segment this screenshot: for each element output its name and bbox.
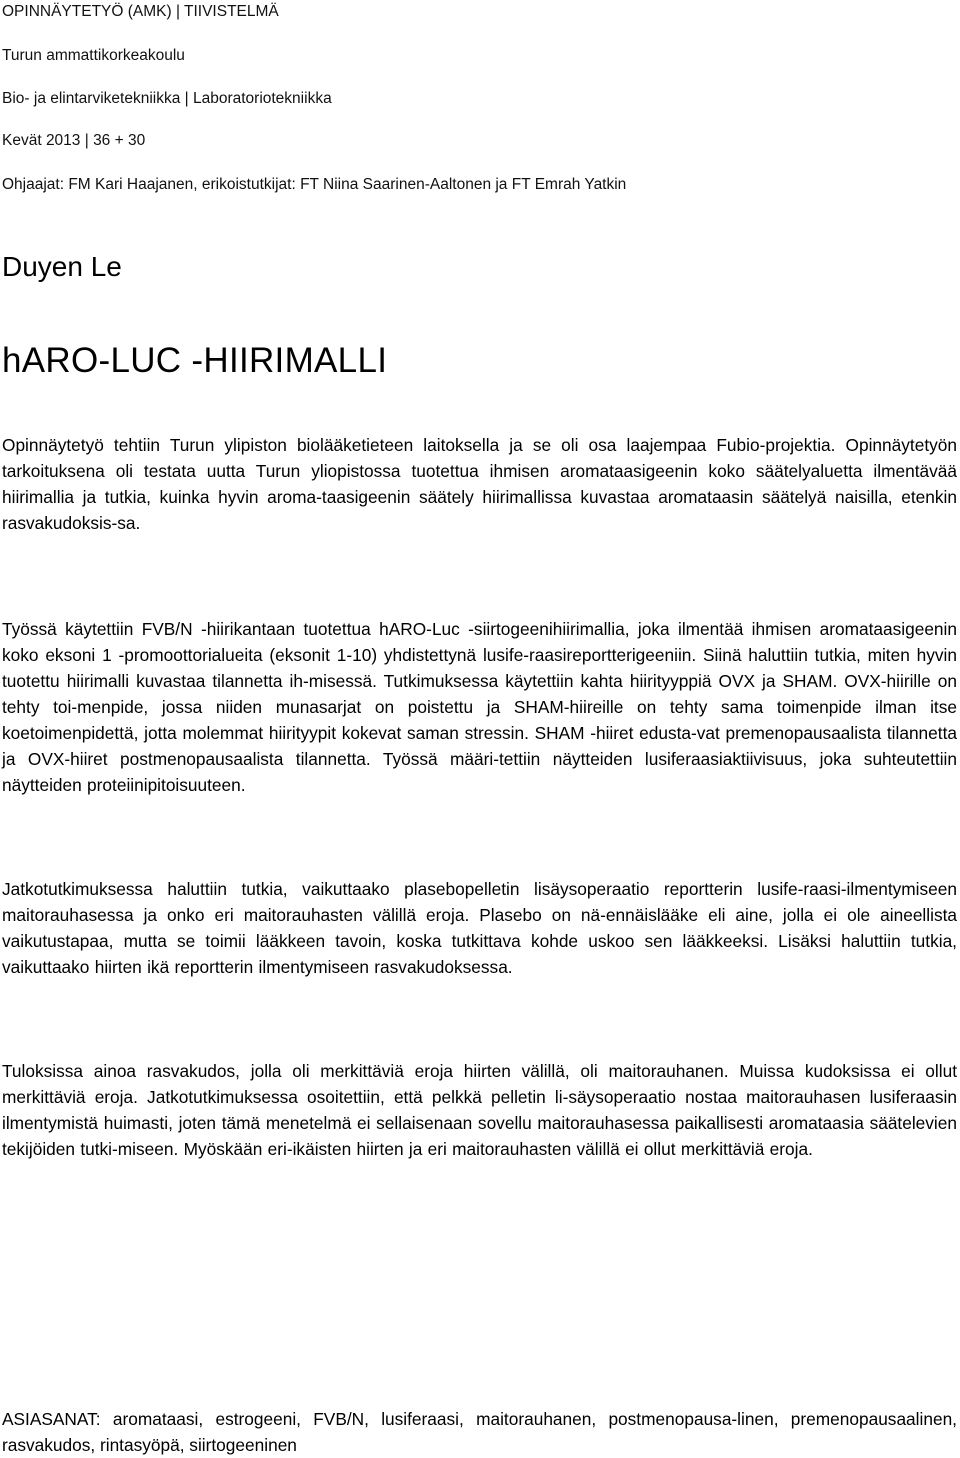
author-name: Duyen Le: [2, 251, 122, 282]
institution: Turun ammattikorkeakoulu: [2, 47, 185, 64]
abstract-paragraph-4: Tuloksissa ainoa rasvakudos, jolla oli merkittäviä eroja hiirten välillä, oli maitorauhanen. Muissa kudoksissa ei ollut merkittäviä eroja. Jatkotutkimuksessa osoitettiin, että pelkkä pelletin li-säysoperaatio nostaa maitorauhasen lusiferaasin ilmentymistä huimasti, joten tämä menetelmä ei sellaisenaan sovellu maitorauhasessa paikallisesti aromataasia säätelevien tekijöiden tutki-miseen. Myöskään eri-ikäisten hiirten ja eri maitorauhasten välillä ei ollut merkittäviä eroja.: [2, 1061, 957, 1159]
supervisors: Ohjaajat: FM Kari Haajanen, erikoistutkijat: FT Niina Saarinen-Aaltonen ja FT Emrah Yatkin: [2, 176, 627, 193]
abstract-paragraph-3: Jatkotutkimuksessa haluttiin tutkia, vaikuttaako plasebopelletin lisäysoperaatio reportterin lusife-raasi-ilmentymiseen maitorauhasessa ja onko eri maitorauhasten välillä eroja. Plasebo on nä-ennäislääke eli aine, jolla ei ole aineellista vaikutustapaa, mutta se toimii lääkkeen tavoin, koska tutkittava kohde uskoo sen lääkkeeksi. Lisäksi haluttiin tutkia, vaikuttaako hiirten ikä reportterin ilmentymiseen rasvakudoksessa.: [2, 879, 957, 977]
degree-program: Bio- ja elintarviketekniikka | Laboratoriotekniikka: [2, 90, 332, 107]
keywords: [2, 1406, 957, 1458]
keywords-label: ASIASANAT:: [2, 1409, 101, 1429]
keywords-list: aromataasi, estrogeeni, FVB/N, lusiferaasi, maitorauhanen, postmenopausa-linen, premenopausaalinen, rasvakudos, rintasyöpä, siirtogeeninen: [2, 1409, 957, 1455]
abstract-paragraph-1: Opinnäytetyö tehtiin Turun ylipiston biolääketieteen laitoksella ja se oli osa laajempaa Fubio-projektia. Opinnäytetyön tarkoituksena oli testata uutta Turun yliopistossa tuotettua ihmisen aromataasigeenin koko säätelyaluetta ilmentävää hiirimallia ja tutkia, kuinka hyvin aroma-taasigeenin säätely hiirimallissa kuvastaa aromataasin säätelyä naisilla, etenkin rasvakudoksis-sa.: [2, 435, 957, 533]
thesis-title: hARO-LUC -HIIRIMALLI: [2, 341, 388, 380]
document-type: OPINNÄYTETYÖ (AMK) | TIIVISTELMÄ: [2, 3, 279, 20]
term-and-pages: Kevät 2013 | 36 + 30: [2, 132, 146, 149]
abstract-paragraph-2: Työssä käytettiin FVB/N -hiirikantaan tuotettua hARO-Luc -siirtogeenihiirimallia, joka ilmentää ihmisen aromataasigeenin koko eksoni 1 -promoottorialueita (eksonit 1-10) yhdistettynä lusife-raasireportterigeeniin. Siinä haluttiin tutkia, miten hyvin tuotettu hiirimalli kuvastaa tilannetta ih-misessä. Tutkimuksessa käytettiin kahta hiirityyppiä OVX ja SHAM. OVX-hiirille on tehty toi-menpide, jossa niiden munasarjat on poistettu ja SHAM-hiireille on tehty sama toimenpide ilman itse koetoimenpidettä, jotta molemmat hiirityypit kokevat saman stressin. SHAM -hiiret edusta-vat premenopausaalista tilannetta ja OVX-hiiret postmenopausaalista tilannetta. Työssä määri-tettiin näytteiden lusiferaasiaktiivisuus, joka suhteutettiin näytteiden proteiinipitoisuuteen.: [2, 619, 957, 795]
